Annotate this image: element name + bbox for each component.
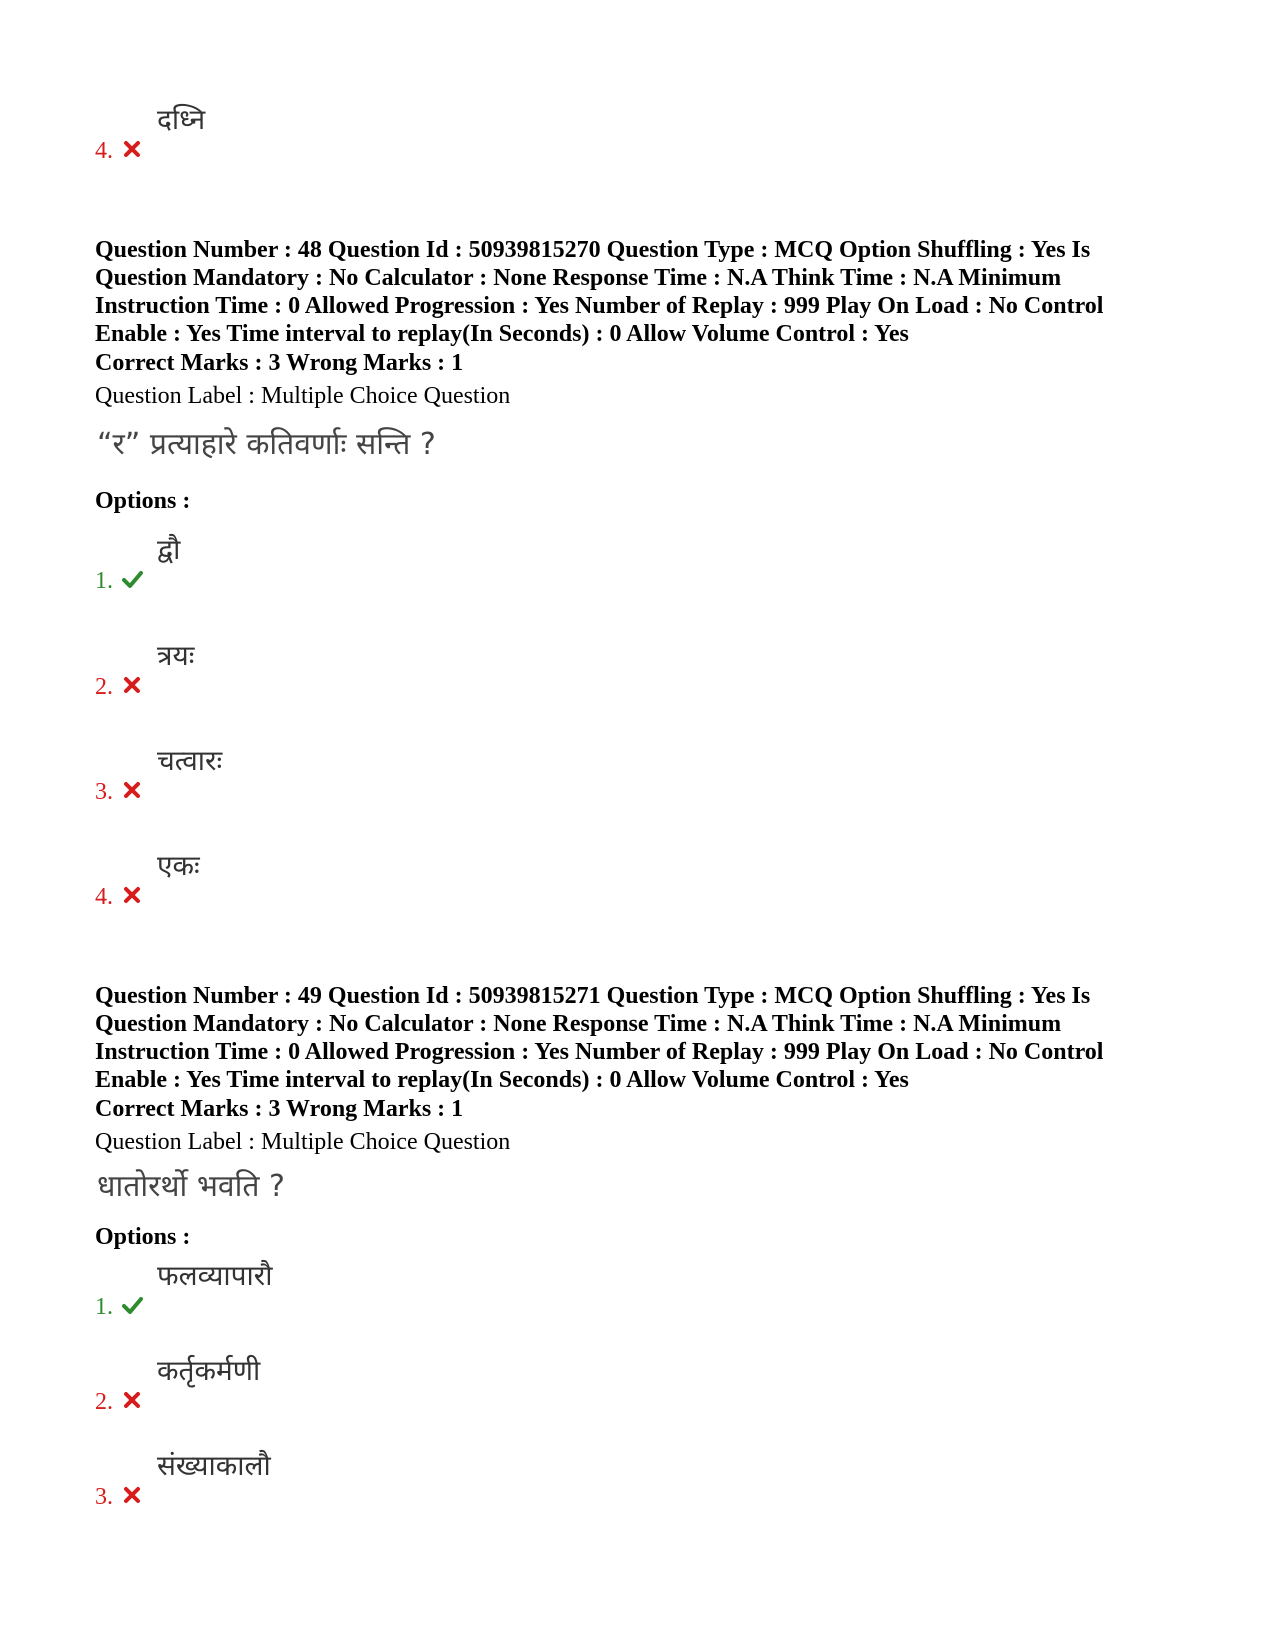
option-row [95, 639, 495, 699]
option-number: 2. [95, 674, 113, 700]
cross-icon [121, 885, 143, 905]
option-text: चत्वारः [157, 744, 223, 777]
options-heading: Options : [95, 1224, 191, 1250]
question-meta: Question Number : 49 Question Id : 50939815271 Question Type : MCQ Option Shuffling : Yes Is Question Mandatory : No Calculator : None Response Time : N.A Think Time : N.A Minimum Instruction Time : 0 Allowed Progression : Yes Number of Replay : 999 Play On Load : No Control Enable : Yes Time interval to replay(In Seconds) : 0 Allow Volume Control : Yes [95, 983, 1104, 1093]
option-text: फलव्यापारौ [157, 1259, 273, 1292]
option-row [95, 744, 495, 804]
option-text: एकः [157, 849, 200, 882]
option-row [95, 1449, 495, 1509]
question-meta: Question Number : 48 Question Id : 50939815270 Question Type : MCQ Option Shuffling : Yes Is Question Mandatory : No Calculator : None Response Time : N.A Think Time : N.A Minimum Instruction Time : 0 Allowed Progression : Yes Number of Replay : 999 Play On Load : No Control Enable : Yes Time interval to replay(In Seconds) : 0 Allow Volume Control : Yes [95, 237, 1104, 347]
option-row [95, 533, 495, 593]
question-marks: Correct Marks : 3 Wrong Marks : 1 [95, 350, 464, 376]
cross-icon [121, 780, 143, 800]
option-number: 1. [95, 568, 113, 594]
question-text: धातोरर्थो भवति ? [97, 1169, 285, 1204]
cross-icon [121, 675, 143, 695]
cross-icon [121, 1390, 143, 1410]
option-text: संख्याकालौ [157, 1449, 271, 1482]
question-text: “र” प्रत्याहारे कतिवर्णाः सन्ति ? [97, 427, 436, 462]
option-text: त्रयः [157, 639, 195, 672]
check-icon [121, 1295, 143, 1315]
cross-icon [121, 139, 143, 159]
option-text: दध्नि [157, 103, 206, 136]
question-label: Question Label : Multiple Choice Question [95, 1129, 511, 1155]
option-number: 1. [95, 1294, 113, 1320]
option-number: 4. [95, 884, 113, 910]
option-text: कर्तृकर्मणी [157, 1354, 261, 1387]
option-number: 3. [95, 779, 113, 805]
option-number: 4. [95, 138, 113, 164]
option-text: द्वौ [157, 533, 181, 566]
option-number: 2. [95, 1389, 113, 1415]
option-row [95, 1259, 495, 1319]
question-marks: Correct Marks : 3 Wrong Marks : 1 [95, 1096, 464, 1122]
option-row [95, 849, 495, 909]
options-heading: Options : [95, 488, 191, 514]
cross-icon [121, 1485, 143, 1505]
option-number: 3. [95, 1484, 113, 1510]
option-row [95, 103, 495, 163]
option-row [95, 1354, 495, 1414]
question-label: Question Label : Multiple Choice Question [95, 383, 511, 409]
check-icon [121, 569, 143, 589]
